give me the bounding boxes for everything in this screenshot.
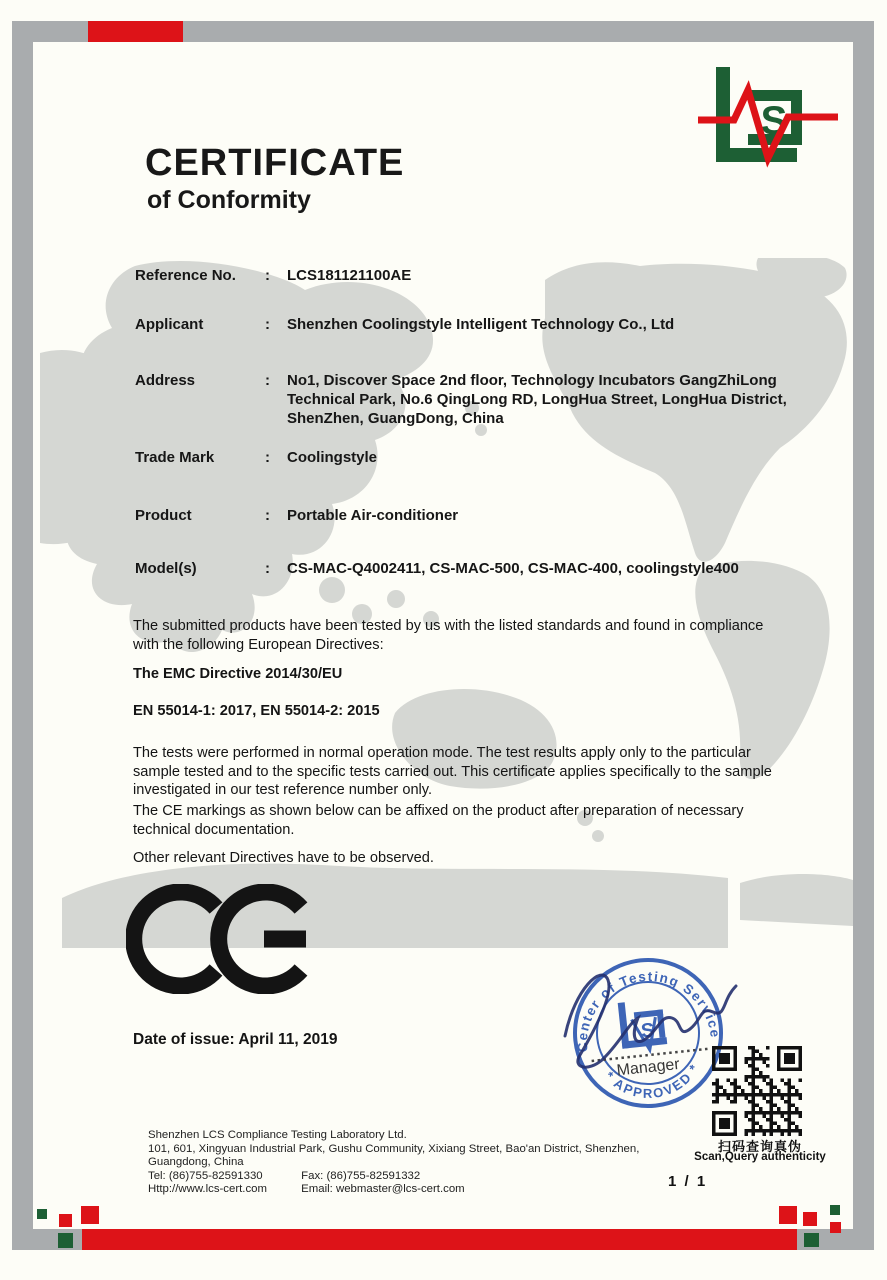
field-value: Coolingstyle	[287, 449, 378, 466]
stamp-role-text: Manager	[615, 1055, 681, 1080]
deco-square	[830, 1205, 840, 1215]
field-row-trademark	[135, 448, 792, 467]
field-value: LCS181121100AE	[287, 267, 412, 284]
qr-caption-chinese: 扫码查询真伪	[717, 1139, 802, 1154]
field-label: Address	[135, 372, 196, 389]
field-row-applicant	[135, 315, 792, 334]
field-value: Portable Air-conditioner	[287, 507, 459, 524]
field-label: Model(s)	[135, 560, 197, 577]
field-row-address	[135, 371, 789, 428]
stamp-arc-top-text: Center of Testing Service	[574, 968, 723, 1053]
border-top-red-segment	[88, 21, 183, 42]
qr-caption-english: Scan,Query authenticity	[694, 1151, 826, 1163]
field-value: Shenzhen Coolingstyle Intelligent Technology Co., Ltd	[287, 316, 675, 333]
footer-fax: Fax: (86)755-82591332	[301, 1169, 421, 1182]
paragraph-ce: The CE markings as shown below can be affixed on the product after preparation of necessary technical documentation.	[133, 803, 744, 838]
field-separator: :	[265, 316, 270, 333]
field-separator: :	[265, 507, 270, 524]
deco-square	[37, 1209, 47, 1219]
field-separator: :	[265, 560, 270, 577]
deco-square	[59, 1214, 72, 1227]
footer-tel: Tel: (86)755-82591330	[148, 1169, 263, 1182]
field-row-models	[135, 559, 792, 578]
qr-code	[712, 1046, 802, 1136]
footer-web-email-row	[148, 1183, 723, 1197]
footer-address1: 101, 601, Xingyuan Industrial Park, Gushu Community, Xixiang Street, Bao'an District, Shenzhen,	[148, 1142, 640, 1155]
field-label: Applicant	[135, 316, 204, 333]
footer-company: Shenzhen LCS Compliance Testing Laboratory Ltd.	[148, 1129, 407, 1141]
field-label: Product	[135, 507, 192, 524]
deco-square	[804, 1233, 819, 1247]
field-separator: :	[265, 449, 270, 466]
deco-square	[58, 1233, 73, 1248]
paragraph-tests: The tests were performed in normal operation mode. The test results apply only to the particular sample tested and to the specific tests carried out. This certificate applies specifically to the sample investigated in our test reference number only.	[133, 745, 772, 799]
deco-square	[803, 1212, 817, 1226]
page-number: 1 / 1	[668, 1173, 708, 1190]
footer-url: Http://www.lcs-cert.com	[148, 1183, 267, 1195]
date-of-issue: Date of issue: April 11, 2019	[133, 1031, 338, 1048]
paragraph-directive: The EMC Directive 2014/30/EU	[133, 666, 343, 682]
paragraph-standards: EN 55014-1: 2017, EN 55014-2: 2015	[133, 703, 380, 719]
footer	[148, 1129, 723, 1197]
deco-square	[779, 1206, 797, 1224]
deco-square	[81, 1206, 99, 1224]
field-value: CS-MAC-Q4002411, CS-MAC-500, CS-MAC-400, coolingstyle400	[287, 560, 739, 577]
field-separator: :	[265, 372, 270, 389]
paragraph-other: Other relevant Directives have to be observed.	[133, 850, 434, 866]
ce-mark	[126, 884, 326, 994]
field-value: No1, Discover Space 2nd floor, Technology Incubators GangZhiLong Technical Park, No.6 QingLong RD, LongHua Street, LongHua District, ShenZhen, GuangDong, China	[287, 372, 787, 427]
field-row-product	[135, 506, 792, 525]
field-separator: :	[265, 267, 270, 284]
border-bottom-red-segment	[82, 1229, 797, 1250]
border-right	[853, 21, 874, 1250]
field-label: Trade Mark	[135, 449, 215, 466]
field-label: Reference No.	[135, 267, 236, 284]
paragraph-intro: The submitted products have been tested by us with the listed standards and found in compliance with the following European Directives:	[133, 618, 764, 653]
stamp-logo-letter: S	[640, 1019, 656, 1043]
border-left	[12, 21, 33, 1250]
lcs-logo	[698, 62, 838, 174]
certificate-title: CERTIFICATE	[145, 142, 405, 184]
deco-square	[830, 1222, 841, 1233]
footer-address2: Guangdong, China	[148, 1156, 244, 1168]
stamp-arc-bottom-text: * APPROVED *	[602, 1060, 703, 1101]
footer-tel-fax-row	[148, 1170, 723, 1184]
logo-letter: S	[760, 99, 788, 143]
footer-email: Email: webmaster@lcs-cert.com	[301, 1183, 465, 1195]
field-row-reference	[135, 266, 792, 285]
certificate-subtitle: of Conformity	[147, 186, 311, 214]
